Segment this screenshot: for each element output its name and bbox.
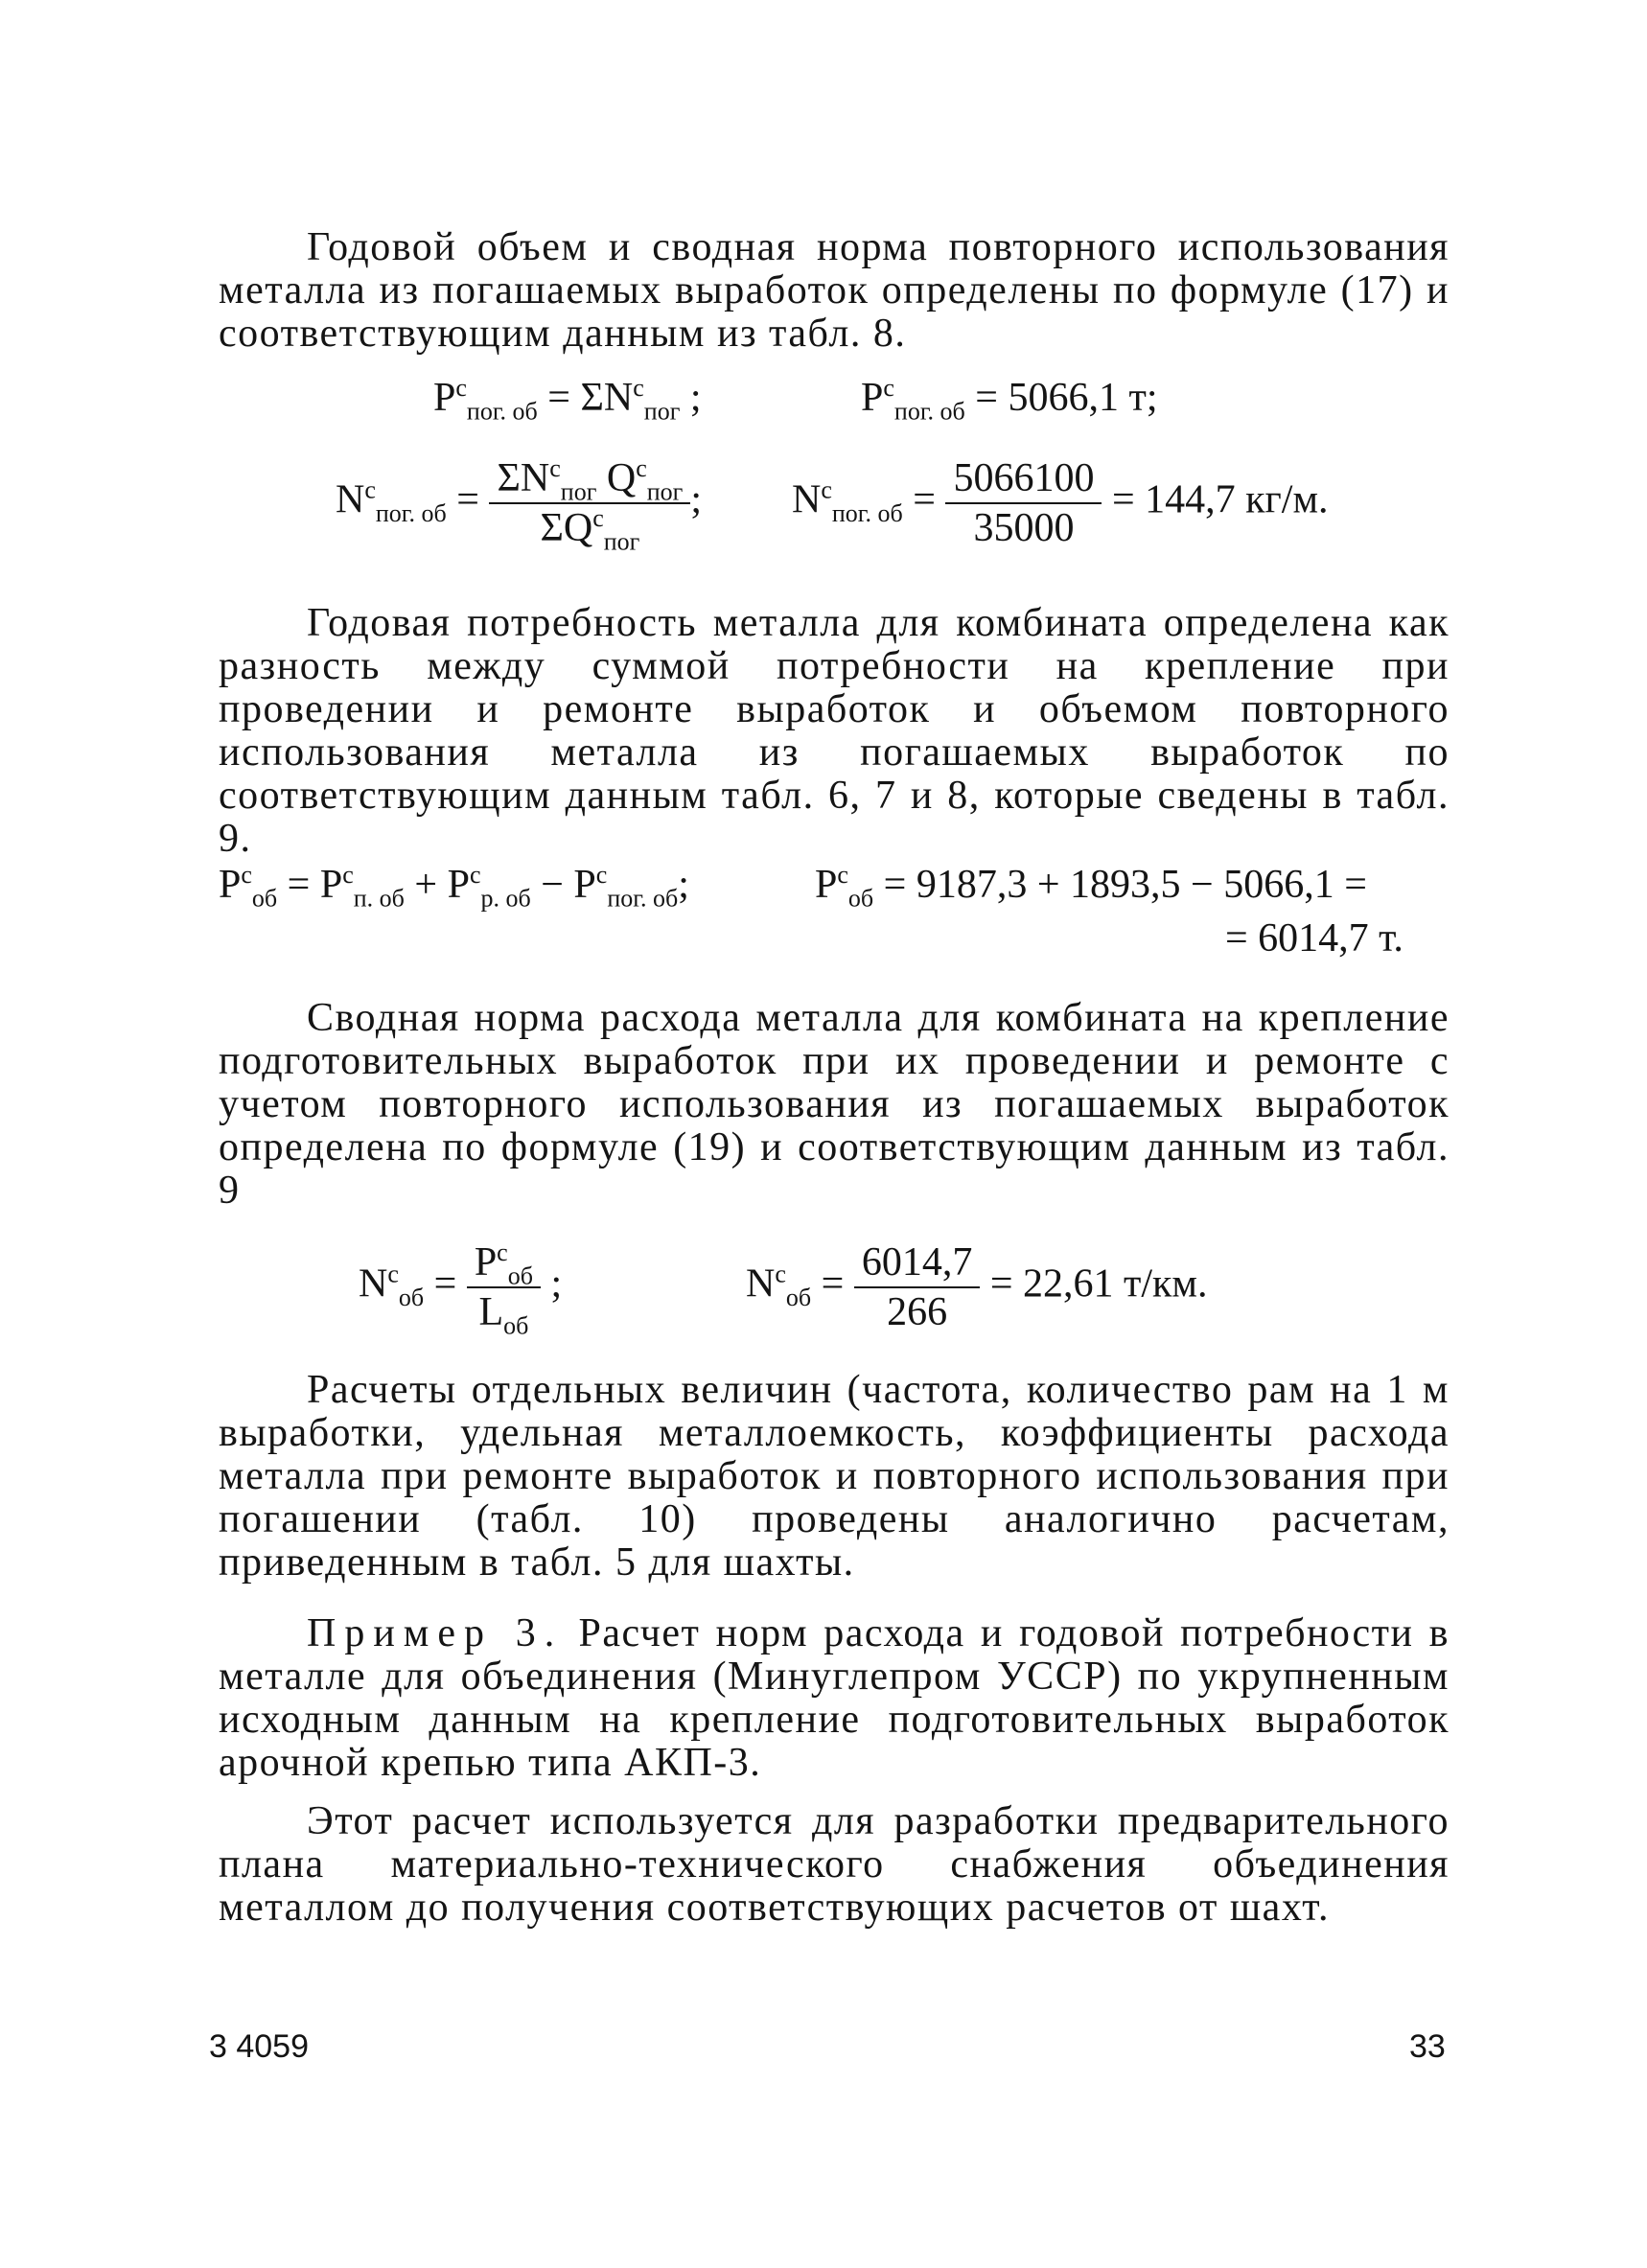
formula-n-pog-ob-value: $N^c_{пог. об}$ = $\frac{5066100}{35000}$ = 144,7 кг/м. [792, 456, 1329, 550]
formula-p-ob-value: $P^c_{об} = 9187,3 + 1893,5 - 5066,1$ = [815, 861, 1367, 913]
formula-p-pog-ob-value: $P^c_{пог. об} = 5066,1$ т; [861, 374, 1158, 426]
formula-p-pog-ob: $P^c_{пог. об} = \Sigma N^c_{пог}$ ; [433, 374, 702, 426]
paragraph-annual-volume: Годовой объем и сводная норма повторного использования металла из погашаемых выработок определены по формуле (17) и соответствующим данным из табл. 8. [219, 225, 1450, 356]
fraction-n-over-q: $\frac{\Sigma N^c_{пог} Q^c_{пог}}{\Sigma Q^c_{пог}}$ [489, 458, 690, 548]
formula-n-ob-value: $N^c_{об}$ = $\frac{6014,7}{266}$ = 22,61 т/км. [746, 1240, 1208, 1334]
paragraph-annual-demand: Годовая потребность металла для комбината определена как разность между суммой потребности на крепление при проведении и ремонте выработок и объемом повторного использования металла из погашаемых выработок по соответствующим данным табл. 6, 7 и 8, которые сведены в табл. 9. [219, 601, 1450, 861]
paragraph-summary-norm: Сводная норма расхода металла для комбината на крепление подготовительных выработок при их проведении и ремонте с учетом повторного использования из погашаемых выработок определена по формуле (19) и соответствующим данным из табл. 9 [219, 996, 1450, 1213]
print-code: 3 4059 [209, 2028, 309, 2065]
fraction-5066100-35000: $\frac{5066100}{35000}$ [945, 458, 1102, 548]
paragraph-example-3: Пример 3. Расчет норм расхода и годовой потребности в металле для объединения (Минуглепром УССР) по укрупненным исходным данным на крепление подготовительных выработок арочной крепью типа АКП-3. [219, 1611, 1450, 1785]
paragraph-usage: Этот расчет используется для разработки предварительного плана материально-технического снабжения объединения металлом до получения соответствующих расчетов от шахт. [219, 1799, 1450, 1930]
formula-n-ob: $N^c_{об}$ = $\frac{P^c_{об}}{L_{об}}$ ; [359, 1238, 563, 1340]
example-label: Пример 3. [307, 1611, 564, 1655]
fraction-6014-266: $\frac{6014,7}{266}$ [854, 1242, 981, 1332]
paragraph-calculations: Расчеты отдельных величин (частота, количество рам на 1 м выработки, удельная металлоемкость, коэффициенты расхода металла при ремонте выработок и повторного использования при погашении (табл. 10) проведены аналогично расчетам, приведенным в табл. 5 для шахты. [219, 1368, 1450, 1585]
fraction-p-over-l: $\frac{P^c_{об}}{L_{об}}$ [467, 1242, 541, 1332]
page-number: 33 [1409, 2028, 1446, 2065]
formula-p-ob: $P^c_{об} = P^c_{п. об} + P^c_{р. об} - P^c_{пог. об}$; [219, 861, 689, 913]
formula-n-pog-ob: $N^c_{пог. об}$ = $\frac{\Sigma N^c_{пог} Q^c_{пог}}{\Sigma Q^c_{пог}}$ ; [336, 454, 702, 556]
value-5066: = 5066,1 т; [975, 376, 1158, 420]
formula-p-ob-result: = 6014,7 т. [1225, 916, 1403, 960]
